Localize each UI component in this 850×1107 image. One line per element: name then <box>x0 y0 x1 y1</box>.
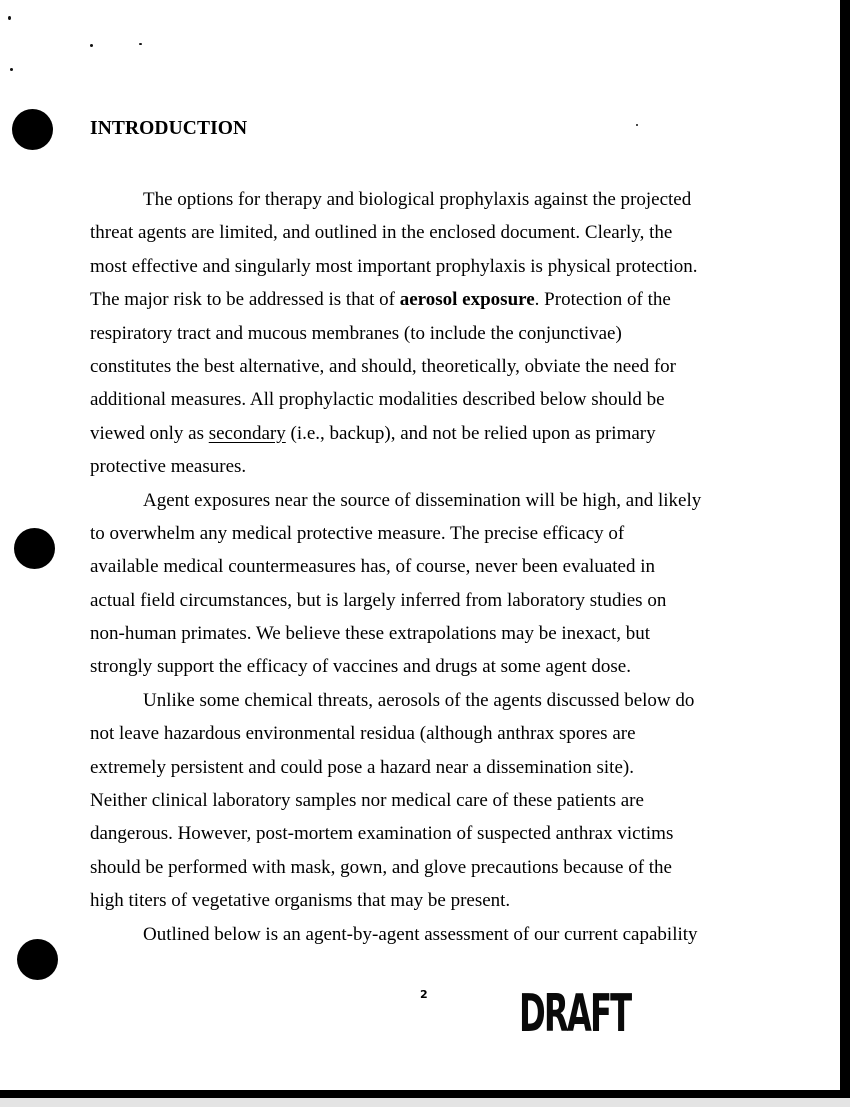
draft-stamp: DRAFT <box>519 984 631 1044</box>
scan-border-bottom <box>0 1090 850 1098</box>
paragraph-3-line-2: not leave hazardous environmental residua (although anthrax spores are <box>90 723 636 745</box>
underlined-secondary: secondary <box>208 422 286 444</box>
paragraph-2-line-3: available medical countermeasures has, of course, never been evaluated in <box>90 556 655 578</box>
scan-margin-bottom <box>0 1098 850 1107</box>
punch-hole-top <box>12 109 53 150</box>
paragraph-4-line-1: Outlined below is an agent-by-agent assessment of our current capability <box>143 923 698 945</box>
paragraph-3-line-3: extremely persistent and could pose a hazard near a dissemination site). <box>90 756 634 778</box>
paragraph-1-line-5: respiratory tract and mucous membranes (to include the conjunctivae) <box>90 322 622 344</box>
paragraph-3-line-4: Neither clinical laboratory samples nor medical care of these patients are <box>90 790 644 812</box>
paragraph-1-line-6: constitutes the best alternative, and should, theoretically, obviate the need for <box>90 355 676 377</box>
paragraph-1-line-2: threat agents are limited, and outlined in the enclosed document. Clearly, the <box>90 222 673 244</box>
paragraph-1-line-4 <box>90 283 760 316</box>
text-run: . Protection of the <box>534 289 671 311</box>
punch-hole-middle <box>14 528 55 569</box>
paragraph-3-line-5: dangerous. However, post-mortem examination of suspected anthrax victims <box>90 823 674 845</box>
emphasis-aerosol-exposure: aerosol exposure <box>399 289 535 311</box>
page-number: 2 <box>420 988 428 1001</box>
scan-speck <box>8 16 11 20</box>
paragraph-1-line-1: The options for therapy and biological prophylaxis against the projected <box>143 189 692 210</box>
scan-speck <box>10 68 13 71</box>
paragraph-2-line-4: actual field circumstances, but is largely inferred from laboratory studies on <box>90 589 667 611</box>
text-run: viewed only as <box>90 422 209 444</box>
scan-border-right <box>840 0 850 1098</box>
body-text <box>90 183 760 951</box>
text-run: The major risk to be addressed is that of <box>90 289 400 311</box>
paragraph-1-line-7: additional measures. All prophylactic modalities described below should be <box>90 389 665 411</box>
scan-speck <box>139 43 142 45</box>
paragraph-1-line-3: most effective and singularly most important prophylaxis is physical protection. <box>90 255 698 277</box>
paragraph-2-line-1: Agent exposures near the source of dissemination will be high, and likely <box>143 489 702 511</box>
text-run: (i.e., backup), and not be relied upon as primary <box>285 422 656 444</box>
paragraph-2-line-2: to overwhelm any medical protective measure. The precise efficacy of <box>90 522 625 544</box>
paragraph-2-line-6: strongly support the efficacy of vaccines and drugs at some agent dose. <box>90 656 631 678</box>
scan-speck <box>636 124 638 126</box>
paragraph-3-line-1: Unlike some chemical threats, aerosols of the agents discussed below do <box>143 689 695 711</box>
paragraph-1-line-9: protective measures. <box>90 456 247 478</box>
paragraph-2-line-5: non-human primates. We believe these extrapolations may be inexact, but <box>90 623 651 645</box>
scan-speck <box>90 44 93 47</box>
paragraph-3-line-6: should be performed with mask, gown, and glove precautions because of the <box>90 856 672 878</box>
section-heading: INTRODUCTION <box>90 118 248 139</box>
paragraph-1-line-8 <box>90 417 760 450</box>
punch-hole-bottom <box>17 939 58 980</box>
paragraph-3-line-7: high titers of vegetative organisms that may be present. <box>90 890 511 912</box>
